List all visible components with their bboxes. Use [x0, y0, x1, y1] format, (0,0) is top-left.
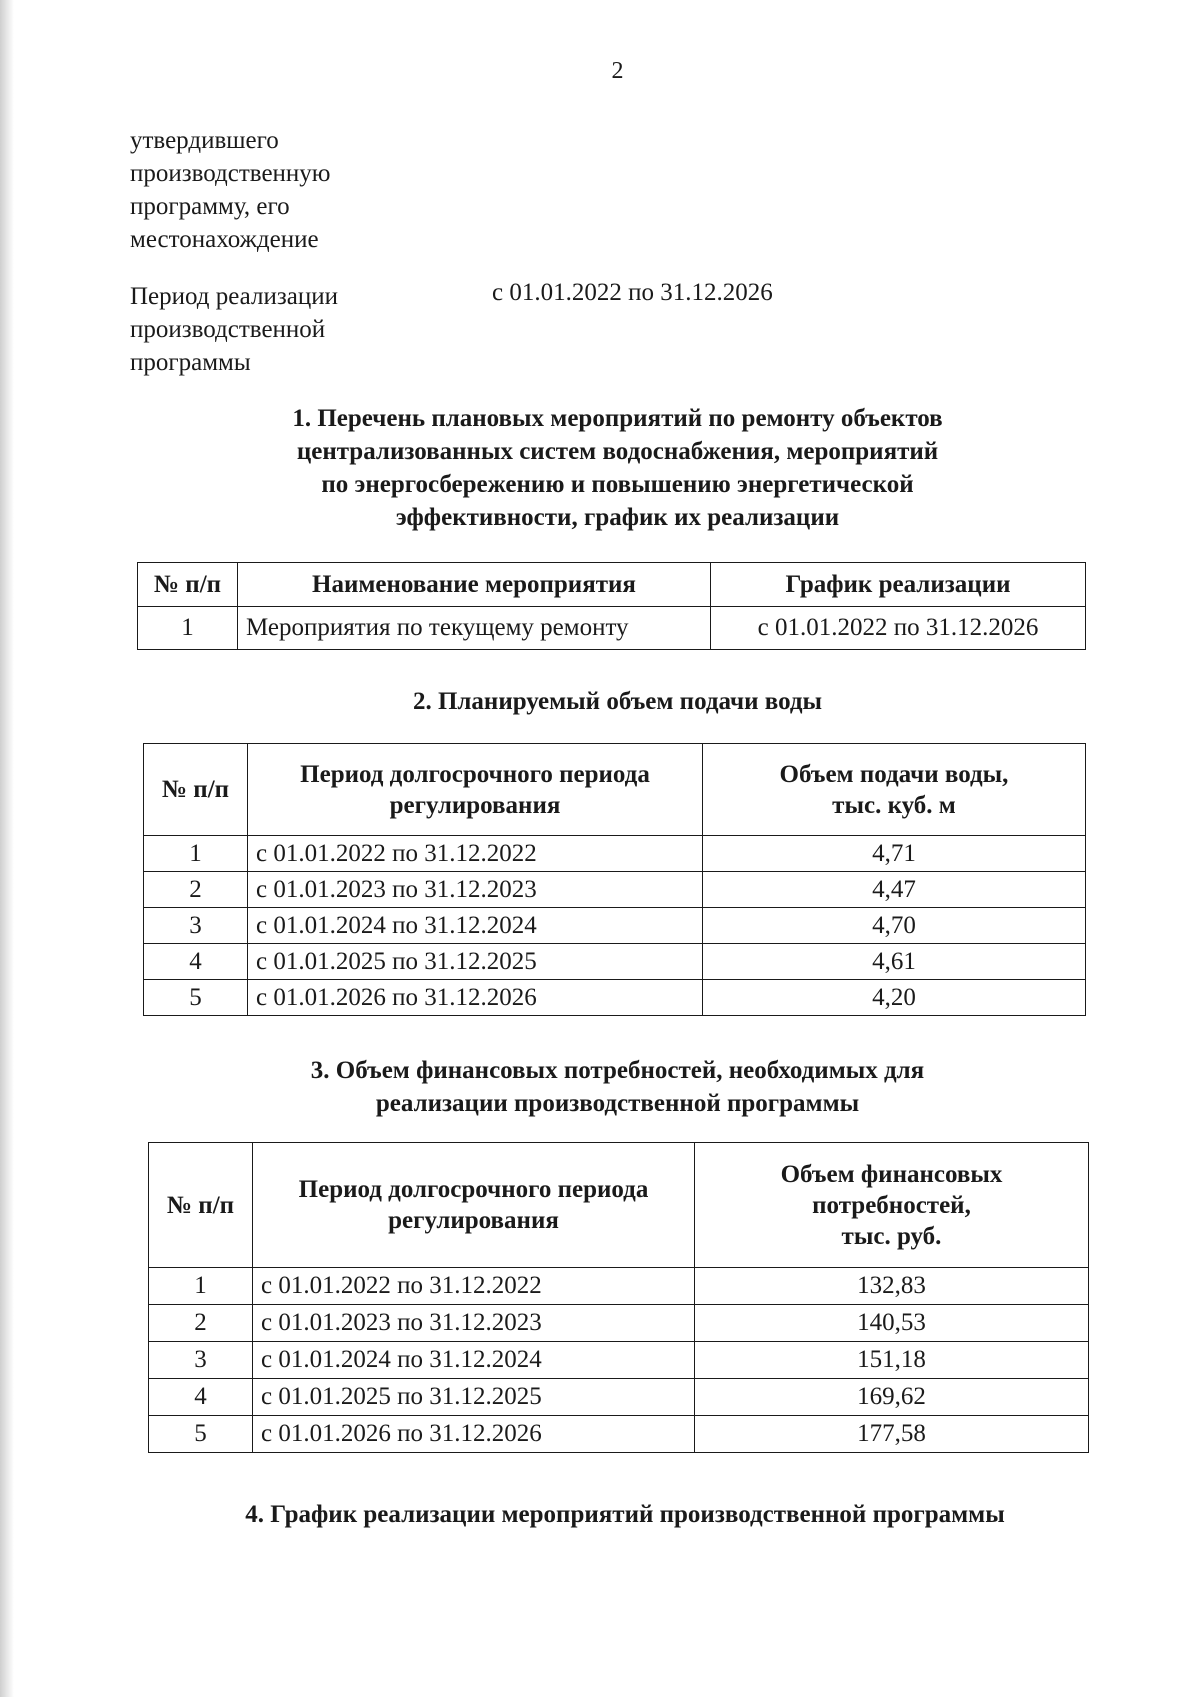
section3-title: 3. Объем финансовых потребностей, необходимых для реализации производственной программы [310, 1057, 925, 1117]
cell-num: 3 [144, 908, 248, 944]
cell-period: с 01.01.2022 по 31.12.2022 [248, 836, 703, 872]
cell-volume: 4,71 [703, 836, 1086, 872]
table-row [144, 980, 1086, 1016]
approver-label: утвердившего производственную программу, его местонахождение [130, 127, 331, 253]
cell-num: 1 [138, 607, 238, 650]
cell-period: с 01.01.2023 по 31.12.2023 [248, 872, 703, 908]
table-row [144, 908, 1086, 944]
table-row [144, 836, 1086, 872]
col-header-period: Период долгосрочного периода регулирования [253, 1143, 695, 1268]
cell-num: 2 [149, 1305, 253, 1342]
section2-title: 2. Планируемый объем подачи воды [412, 688, 823, 715]
cell-num: 2 [144, 872, 248, 908]
table-row [144, 944, 1086, 980]
cell-volume: 4,61 [703, 944, 1086, 980]
table-header-row [144, 744, 1086, 836]
cell-schedule: с 01.01.2022 по 31.12.2026 [711, 607, 1086, 650]
col-header-schedule: График реализации [711, 563, 1086, 607]
cell-finance: 140,53 [695, 1305, 1089, 1342]
cell-period: с 01.01.2025 по 31.12.2025 [248, 944, 703, 980]
cell-period: с 01.01.2025 по 31.12.2025 [253, 1379, 695, 1416]
cell-num: 1 [149, 1268, 253, 1305]
cell-num: 5 [144, 980, 248, 1016]
table-header-row [149, 1143, 1089, 1268]
cell-period: с 01.01.2026 по 31.12.2026 [248, 980, 703, 1016]
cell-num: 5 [149, 1416, 253, 1453]
cell-period: с 01.01.2023 по 31.12.2023 [253, 1305, 695, 1342]
table-row [149, 1342, 1089, 1379]
section4-title: 4. График реализации мероприятий производственной программы [245, 1501, 1005, 1528]
cell-finance: 177,58 [695, 1416, 1089, 1453]
col-header-period: Период долгосрочного периода регулирования [248, 744, 703, 836]
period-value: с 01.01.2022 по 31.12.2026 [492, 279, 773, 306]
cell-volume: 4,70 [703, 908, 1086, 944]
cell-num: 3 [149, 1342, 253, 1379]
cell-finance: 169,62 [695, 1379, 1089, 1416]
col-header-finance: Объем финансовых потребностей, тыс. руб. [695, 1143, 1089, 1268]
cell-period: с 01.01.2024 по 31.12.2024 [248, 908, 703, 944]
cell-volume: 4,20 [703, 980, 1086, 1016]
cell-num: 4 [149, 1379, 253, 1416]
table-row [149, 1416, 1089, 1453]
cell-finance: 151,18 [695, 1342, 1089, 1379]
section2-table [143, 743, 1086, 1016]
section1-table [137, 562, 1086, 650]
table-row [149, 1305, 1089, 1342]
section1-title: 1. Перечень плановых мероприятий по ремонту объектов централизованных систем водоснабжения, мероприятий по энергосбережению и повышению энергетической эффективности, график их реализации [292, 405, 943, 531]
cell-volume: 4,47 [703, 872, 1086, 908]
period-label: Период реализации производственной программы [130, 283, 338, 376]
cell-finance: 132,83 [695, 1268, 1089, 1305]
table-row [149, 1268, 1089, 1305]
col-header-num: № п/п [138, 563, 238, 607]
page-number: 2 [611, 58, 624, 84]
table-header-row [138, 563, 1086, 607]
cell-num: 1 [144, 836, 248, 872]
col-header-num: № п/п [144, 744, 248, 836]
table-row [149, 1379, 1089, 1416]
table-row [138, 607, 1086, 650]
scan-edge-shadow [0, 0, 14, 1697]
cell-period: с 01.01.2026 по 31.12.2026 [253, 1416, 695, 1453]
section3-table [148, 1142, 1089, 1453]
cell-name: Мероприятия по текущему ремонту [238, 607, 711, 650]
col-header-volume: Объем подачи воды, тыс. куб. м [703, 744, 1086, 836]
cell-num: 4 [144, 944, 248, 980]
cell-period: с 01.01.2024 по 31.12.2024 [253, 1342, 695, 1379]
table-row [144, 872, 1086, 908]
col-header-num: № п/п [149, 1143, 253, 1268]
cell-period: с 01.01.2022 по 31.12.2022 [253, 1268, 695, 1305]
col-header-name: Наименование мероприятия [238, 563, 711, 607]
